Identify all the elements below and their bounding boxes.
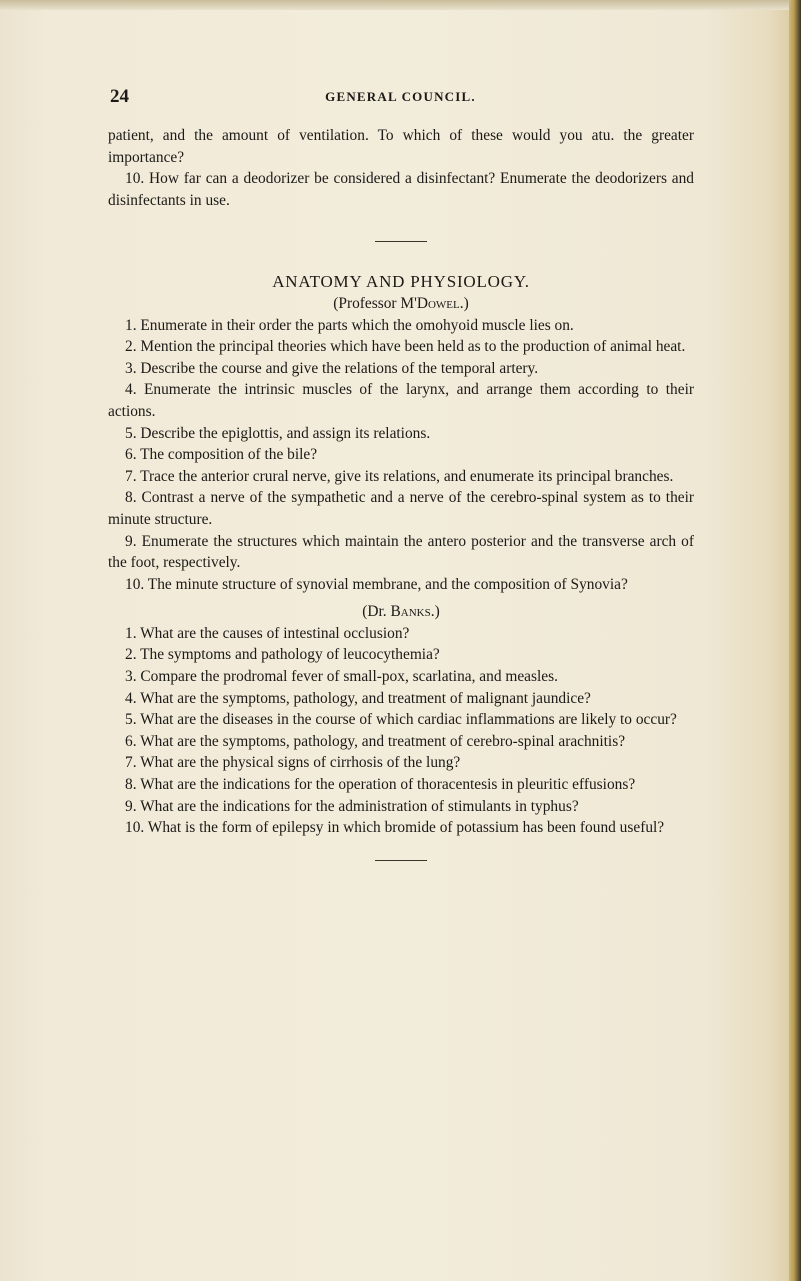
- question-b1: 1. What are the causes of intestinal occlusion?: [125, 624, 410, 642]
- question-b5: 5. What are the diseases in the course of which cardiac inflammations are likely to occur?: [125, 711, 677, 729]
- examiner-1-name: M'Dowel: [400, 294, 460, 312]
- question-b10: 10. What is the form of epilepsy in which bromide of potassium has been found useful?: [125, 819, 665, 837]
- page-top-shadow: [0, 0, 801, 10]
- question-b3: 3. Compare the prodromal fever of small-pox, scarlatina, and measles.: [125, 668, 558, 686]
- examiner-1-open: (Professor: [333, 294, 401, 312]
- end-divider: [375, 860, 427, 861]
- page-number: 24: [110, 86, 129, 107]
- examiner-1-close: .): [459, 294, 469, 312]
- intro-paragraph-continued: patient, and the amount of ventilation. To which of these would you atu. the greater importance?: [108, 127, 694, 166]
- question-b2: 2. The symptoms and pathology of leucocythemia?: [125, 646, 440, 664]
- question-a2: 2. Mention the principal theories which have been held as to the production of animal heat.: [125, 338, 686, 356]
- page-body: [108, 125, 694, 890]
- question-a4: 4. Enumerate the intrinsic muscles of the larynx, and arrange them according to their actions.: [108, 381, 694, 420]
- question-a9: 9. Enumerate the structures which maintain the antero posterior and the transverse arch of the foot, respectively.: [108, 532, 694, 572]
- question-b6: 6. What are the symptoms, pathology, and treatment of cerebro-spinal arachnitis?: [125, 732, 626, 750]
- question-a7: 7. Trace the anterior crural nerve, give its relations, and enumerate its principal branches.: [125, 467, 674, 485]
- intro-question-10: 10. How far can a deodorizer be considered a disinfectant? Enumerate the deodorizers and disinfectants in use.: [108, 170, 694, 209]
- question-a6: 6. The composition of the bile?: [125, 446, 318, 464]
- question-a5: 5. Describe the epiglottis, and assign its relations.: [125, 424, 431, 442]
- page-header: [0, 86, 801, 108]
- question-a3: 3. Describe the course and give the relations of the temporal artery.: [125, 359, 539, 377]
- examiner-heading-2: [108, 601, 694, 623]
- question-b9: 9. What are the indications for the administration of stimulants in typhus?: [125, 797, 579, 815]
- question-b7: 7. What are the physical signs of cirrhosis of the lung?: [125, 754, 461, 772]
- question-a1: 1. Enumerate in their order the parts which the omohyoid muscle lies on.: [125, 316, 574, 334]
- section-title: ANATOMY AND PHYSIOLOGY.: [272, 272, 530, 292]
- question-b4: 4. What are the symptoms, pathology, and treatment of malignant jaundice?: [125, 689, 591, 707]
- running-head: GENERAL COUNCIL.: [325, 89, 476, 104]
- question-a8: 8. Contrast a nerve of the sympathetic and a nerve of the cerebro-spinal system as to their minute structure.: [108, 489, 694, 528]
- section-divider: [375, 241, 427, 242]
- examiner-2-name: Banks: [390, 603, 431, 621]
- examiner-2-close: .): [430, 603, 440, 621]
- page-binding-edge: [789, 0, 801, 1281]
- question-b8: 8. What are the indications for the operation of thoracentesis in pleuritic effusions?: [125, 776, 636, 794]
- question-a10: 10. The minute structure of synovial membrane, and the composition of Synovia?: [125, 575, 628, 593]
- examiner-2-open: (Dr.: [362, 603, 391, 621]
- examiner-heading-1: [108, 293, 694, 315]
